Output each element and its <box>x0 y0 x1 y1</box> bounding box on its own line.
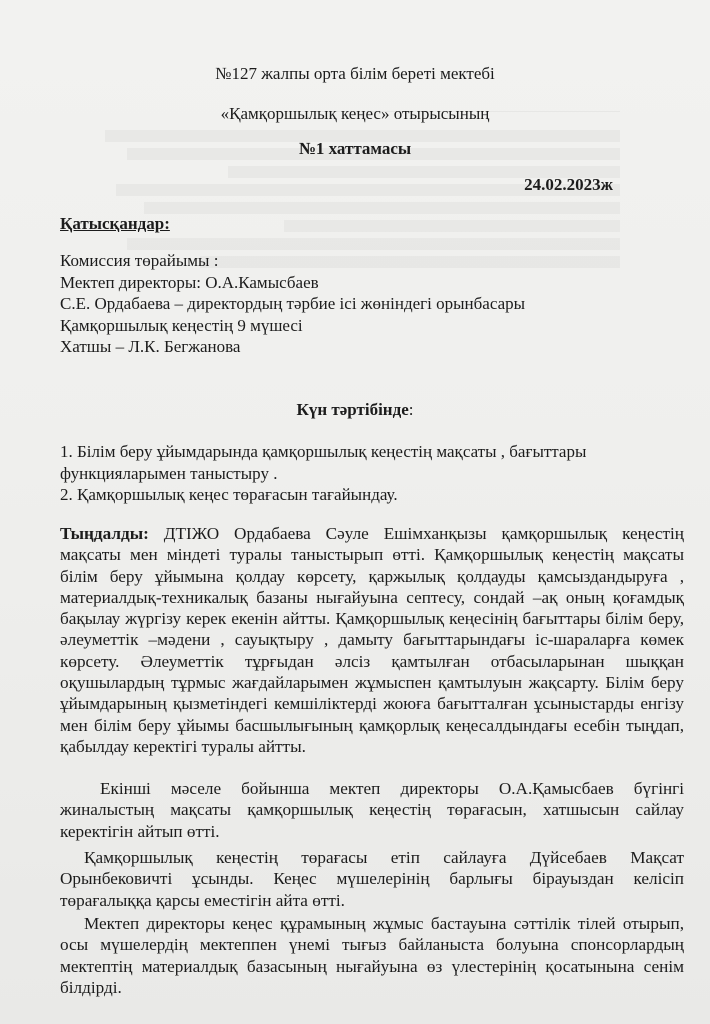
participant-line: Мектеп директоры: О.А.Камысбаев <box>60 272 319 292</box>
heard-text: ДТІЖО Ордабаева Сәуле Ешімханқызы қамқоршылық кеңестің мақсаты мен міндеті туралы таныстырып өтті. Қамқоршылық кеңестің мақсаты білім беру ұйымына қолдау көрсету, қаржылық қолдауды қамсыздандыруға , материалдық-техникалық базаны нығайуына септесу, сондай –ақ оның қоғамдық бақылау жүргізу керек екенін айтты. Қамқоршылық кеңесінің бағыттары білім беру, әлеуметтік –мәдени , сауықтыру , дамыту бағыттарындағы іс-шараларға көмек көрсету. Әлеуметтік тұрғыдан әлсіз қамтылған отбасыларынан шыққан оқушылардың тұрмыс жағдайларымен жұмыспен қамтылуын жақсарту. Білім беру ұйымдарының қызметіндегі кемшіліктерді жоюға бағытталған ұсыныстарды енгізу мен білім беру ұйымы басшылығының қамқорлық кеңесалдындағы есебін тыңдап, қабылдау керектігі туралы айтты. <box>60 524 684 756</box>
participant-line: Хатшы – Л.К. Бегжанова <box>60 337 241 356</box>
meeting-name: «Қамқоршылық кеңес» отырысының <box>220 104 490 123</box>
participant-line: Қамқоршылық кеңестің 9 мүшесі <box>60 315 303 335</box>
protocol-date: 24.02.2023ж <box>524 175 613 194</box>
participants-list <box>60 250 525 358</box>
paragraph-chair-election: Қамқоршылық кеңестің төрағасы етіп сайлауға Дүйсебаев Мақсат Орынбековичті ұсынды. Кеңес мүшелерінің барлығы бірауыздан келісіп төрағалыққа қарсы еместігін айта өтті. <box>60 848 684 910</box>
school-name: №127 жалпы орта білім береті мектебі <box>215 64 495 83</box>
heard-label: Тыңдалды: <box>60 524 149 543</box>
agenda-heading <box>0 400 710 420</box>
agenda-item: 1. Білім беру ұйымдарында қамқоршылық кеңестің мақсаты , бағыттары функцияларымен таныстыру . <box>60 442 587 483</box>
participants-heading: Қатысқандар: <box>60 214 170 233</box>
paragraph-second-issue: Екінші мәселе бойынша мектеп директоры О.А.Қамысбаев бүгінгі жиналыстың мақсаты қамқоршылық кеңестің төрағасын, хатшысын сайлау керектігін айтып өтті. <box>60 779 684 841</box>
agenda-list <box>60 441 660 506</box>
participant-line: Комиссия төрайымы : <box>60 251 219 270</box>
agenda-item: 2. Қамқоршылық кеңес төрағасын тағайындау. <box>60 485 398 504</box>
protocol-number: №1 хаттамасы <box>298 139 412 158</box>
paragraph-heard <box>60 523 684 757</box>
agenda-heading-colon: : <box>408 400 414 419</box>
agenda-heading-text: Күн тәртібінде <box>296 400 409 419</box>
paragraph-director-closing: Мектеп директоры кеңес құрамының жұмыс бастауына сәттілік тілей отырып, осы мүшелердің мектеппен үнемі тығыз байланыста болуына спонсорлардың мектептің материалдық базасының нығайуына өз үлестерінің қосатынына сенім білдірді. <box>60 914 684 997</box>
participant-line: С.Е. Ордабаева – директордың тәрбие ісі жөніндегі орынбасары <box>60 294 526 313</box>
